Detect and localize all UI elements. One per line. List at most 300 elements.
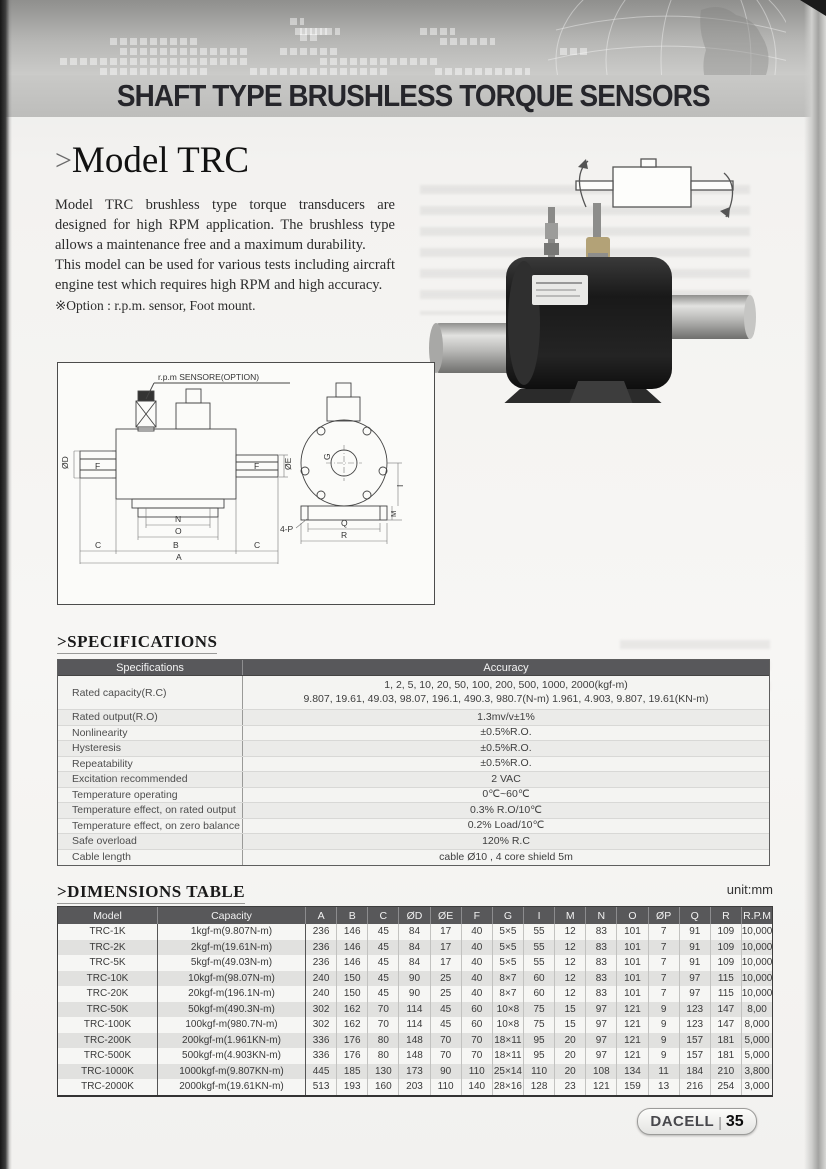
dimensions-heading: >DIMENSIONS TABLE bbox=[57, 882, 245, 904]
spec-table-rows bbox=[58, 676, 769, 865]
dim-table-row bbox=[58, 924, 772, 940]
spec-row bbox=[58, 788, 769, 804]
pixel-pattern bbox=[290, 18, 304, 25]
rpm-sensor-label: r.p.m SENSORE(OPTION) bbox=[158, 372, 260, 382]
dim-cell-value: 101 bbox=[617, 924, 648, 940]
dim-column-header: ØD bbox=[399, 907, 430, 924]
brand-name: DACELL bbox=[650, 1113, 715, 1130]
pixel-pattern bbox=[435, 68, 530, 75]
dim-column-header: A bbox=[306, 907, 337, 924]
dim-table-header bbox=[58, 907, 772, 924]
dim-cell-value: 7 bbox=[649, 955, 680, 971]
specifications-heading: >SPECIFICATIONS bbox=[57, 632, 217, 654]
pixel-pattern bbox=[420, 28, 455, 35]
dim-cell-value: 18×11 bbox=[493, 1048, 524, 1064]
dim-column-header: M bbox=[555, 907, 586, 924]
dim-cell-value: 210 bbox=[711, 1064, 742, 1080]
dim-cell-value: 101 bbox=[617, 986, 648, 1002]
spec-row-value: ±0.5%R.O. bbox=[480, 741, 532, 754]
dim-cell-value: 40 bbox=[462, 924, 493, 940]
spec-row-value: 1, 2, 5, 10, 20, 50, 100, 200, 500, 1000, 2000(kgf-m) 9.807, 19.61, 49.03, 98.07, 196.1, 490.3, 980.7(N-m) 1.961, 4.903, 9.807, 19.61(KN-m) bbox=[303, 679, 709, 705]
dim-cell-value: 3,000 bbox=[744, 1081, 770, 1093]
dim-cell-value: 109 bbox=[711, 940, 742, 956]
dim-cell-value: 45 bbox=[368, 986, 399, 1002]
dim-cell-value: 148 bbox=[399, 1048, 430, 1064]
dim-column-header: Q bbox=[680, 907, 711, 924]
dim-cell-value: 12 bbox=[555, 955, 586, 971]
dim-cell-capacity: 10kgf-m(98.07N-m) bbox=[158, 971, 306, 987]
pixel-pattern bbox=[100, 68, 210, 75]
dim-cell-value: 121 bbox=[617, 1048, 648, 1064]
dim-cell-value: 302 bbox=[306, 1017, 337, 1033]
dim-cell-value: 181 bbox=[711, 1048, 742, 1064]
dim-cell-value: 83 bbox=[586, 955, 617, 971]
dim-cell-value: 9 bbox=[649, 1048, 680, 1064]
dim-label-b: B bbox=[173, 540, 179, 550]
dim-cell-value: 254 bbox=[711, 1079, 742, 1095]
dim-cell-value: 9 bbox=[649, 1033, 680, 1049]
dim-cell-capacity: 20kgf-m(196.1N-m) bbox=[158, 986, 306, 1002]
dim-cell-value: 121 bbox=[617, 1002, 648, 1018]
dim-column-header: B bbox=[337, 907, 368, 924]
dim-cell-value: 60 bbox=[462, 1002, 493, 1018]
dim-cell-value: 121 bbox=[617, 1033, 648, 1049]
dim-column-header: N bbox=[586, 907, 617, 924]
dim-table-row bbox=[58, 1017, 772, 1033]
pixel-pattern bbox=[320, 58, 440, 65]
dim-label-c-left: C bbox=[95, 540, 102, 550]
pixel-pattern bbox=[300, 34, 320, 41]
dim-cell-value: 160 bbox=[368, 1079, 399, 1095]
dim-cell-value: 12 bbox=[555, 924, 586, 940]
spec-row-label: Repeatability bbox=[58, 757, 243, 772]
dim-cell-value: 45 bbox=[368, 971, 399, 987]
dim-cell-value: 123 bbox=[680, 1017, 711, 1033]
dim-cell-value: 90 bbox=[399, 986, 430, 1002]
dim-cell-value: 75 bbox=[524, 1002, 555, 1018]
dim-cell-value: 97 bbox=[680, 971, 711, 987]
dim-cell-value: 15 bbox=[555, 1017, 586, 1033]
dim-cell-value: 110 bbox=[431, 1079, 462, 1095]
dim-cell-value: 240 bbox=[306, 971, 337, 987]
dim-column-header: R bbox=[711, 907, 742, 924]
dim-label-o: O bbox=[175, 526, 182, 536]
spec-row-label: Temperature effect, on rated output bbox=[58, 803, 243, 818]
dim-cell-value: 80 bbox=[368, 1033, 399, 1049]
dim-cell-value: 513 bbox=[306, 1079, 337, 1095]
spec-row-value: 1.3mv/v±1% bbox=[477, 710, 535, 723]
dim-cell-value: 97 bbox=[586, 1048, 617, 1064]
dim-label-f-left: F bbox=[95, 461, 101, 471]
scan-edge-right bbox=[804, 0, 826, 1169]
dim-cell-value: 157 bbox=[680, 1033, 711, 1049]
dim-table-row bbox=[58, 1048, 772, 1064]
dim-cell-value: 55 bbox=[524, 924, 555, 940]
spec-row-label: Rated capacity(R.C) bbox=[58, 676, 243, 709]
dim-table-row bbox=[58, 1079, 772, 1095]
spec-row-value: ±0.5%R.O. bbox=[480, 757, 532, 769]
dim-cell-value: 123 bbox=[680, 1002, 711, 1018]
spec-row-label: Excitation recommended bbox=[58, 772, 243, 787]
dim-cell-value: 302 bbox=[306, 1002, 337, 1018]
dim-cell-value: 8,000 bbox=[744, 1019, 770, 1031]
dim-cell-capacity: 1kgf-m(9.807N-m) bbox=[158, 924, 306, 940]
dim-cell-value: 40 bbox=[462, 940, 493, 956]
dim-cell-value: 9 bbox=[649, 1002, 680, 1018]
dim-label-g: G bbox=[322, 453, 332, 460]
dim-cell-value: 157 bbox=[680, 1048, 711, 1064]
model-name: Model TRC bbox=[71, 140, 250, 181]
dim-cell-value: 9 bbox=[649, 1017, 680, 1033]
dim-cell-value: 97 bbox=[680, 986, 711, 1002]
intro-paragraph-2: This model can be used for various tests including aircraft engine test which requires high RPM and high accuracy. bbox=[55, 256, 395, 293]
dim-cell-value: 8,00 bbox=[747, 1003, 767, 1015]
dim-cell-capacity: 100kgf-m(980.7N-m) bbox=[158, 1017, 306, 1033]
pixel-pattern bbox=[110, 38, 200, 45]
spec-row-label: Safe overload bbox=[58, 834, 243, 849]
dim-label-4p: 4-P bbox=[280, 524, 294, 534]
dim-cell-value: 25 bbox=[431, 986, 462, 1002]
dim-cell-value: 20 bbox=[555, 1033, 586, 1049]
spec-row bbox=[58, 710, 769, 726]
model-heading bbox=[55, 142, 395, 181]
dim-table-row bbox=[58, 971, 772, 987]
dim-label-m: M bbox=[389, 510, 398, 517]
top-decorative-band bbox=[0, 0, 826, 75]
dim-cell-model: TRC-200K bbox=[58, 1033, 158, 1049]
heading-marker: > bbox=[55, 144, 72, 177]
spec-row bbox=[58, 819, 769, 835]
dim-label-r: R bbox=[341, 530, 348, 540]
dim-label-oe: ØE bbox=[283, 457, 293, 470]
spec-table-header bbox=[58, 660, 769, 676]
dim-cell-value: 83 bbox=[586, 986, 617, 1002]
dim-cell-value: 15 bbox=[555, 1002, 586, 1018]
dim-cell-value: 97 bbox=[586, 1033, 617, 1049]
dim-cell-value: 12 bbox=[555, 986, 586, 1002]
dim-cell-value: 12 bbox=[555, 971, 586, 987]
dim-cell-value: 70 bbox=[462, 1048, 493, 1064]
dim-cell-model: TRC-1K bbox=[58, 924, 158, 940]
dim-cell-value: 8×7 bbox=[493, 971, 524, 987]
spec-row bbox=[58, 850, 769, 866]
dim-cell-value: 23 bbox=[555, 1079, 586, 1095]
dim-cell-value: 10,000 bbox=[741, 957, 773, 969]
dim-cell-value: 10,000 bbox=[741, 926, 773, 938]
dim-cell-value: 115 bbox=[711, 986, 742, 1002]
page-title: SHAFT TYPE BRUSHLESS TORQUE SENSORS bbox=[116, 78, 710, 113]
dim-cell-value: 236 bbox=[306, 940, 337, 956]
dimension-drawing-box bbox=[57, 362, 435, 605]
dim-cell-value: 55 bbox=[524, 955, 555, 971]
spec-row bbox=[58, 834, 769, 850]
dim-cell-model: TRC-1000K bbox=[58, 1064, 158, 1080]
dim-column-header: R.P.M bbox=[743, 909, 771, 922]
dim-cell-value: 84 bbox=[399, 924, 430, 940]
dim-column-header: Capacity bbox=[158, 907, 306, 924]
dim-cell-value: 17 bbox=[431, 924, 462, 940]
dim-cell-value: 181 bbox=[711, 1033, 742, 1049]
dim-cell-value: 5×5 bbox=[493, 924, 524, 940]
option-note: ※Option : r.p.m. sensor, Foot mount. bbox=[55, 297, 256, 313]
dim-cell-value: 60 bbox=[524, 986, 555, 1002]
dim-cell-value: 150 bbox=[337, 986, 368, 1002]
dim-cell-value: 40 bbox=[462, 955, 493, 971]
spec-row bbox=[58, 676, 769, 710]
dim-cell-value: 121 bbox=[586, 1079, 617, 1095]
dim-cell-value: 7 bbox=[649, 986, 680, 1002]
dim-cell-value: 162 bbox=[337, 1017, 368, 1033]
dim-cell-value: 91 bbox=[680, 955, 711, 971]
pixel-pattern bbox=[120, 48, 250, 55]
dim-cell-value: 114 bbox=[399, 1002, 430, 1018]
dim-cell-value: 101 bbox=[617, 955, 648, 971]
dim-cell-value: 7 bbox=[649, 971, 680, 987]
dimensions-section bbox=[57, 882, 773, 1097]
dim-cell-value: 115 bbox=[711, 971, 742, 987]
dim-label-od: ØD bbox=[60, 456, 70, 469]
dim-label-i: I bbox=[395, 484, 405, 487]
dim-cell-value: 18×11 bbox=[493, 1033, 524, 1049]
dim-cell-value: 130 bbox=[368, 1064, 399, 1080]
dim-column-header: F bbox=[462, 907, 493, 924]
dim-cell-value: 146 bbox=[337, 940, 368, 956]
dim-cell-model: TRC-20K bbox=[58, 986, 158, 1002]
dim-cell-capacity: 200kgf-m(1.961KN-m) bbox=[158, 1033, 306, 1049]
spec-row-value: cable Ø10 , 4 core shield 5m bbox=[439, 850, 573, 863]
spec-row-label: Cable length bbox=[58, 850, 243, 866]
dim-cell-value: 84 bbox=[399, 955, 430, 971]
dim-cell-value: 70 bbox=[431, 1048, 462, 1064]
spec-row-label: Hysteresis bbox=[58, 741, 243, 756]
dim-cell-value: 80 bbox=[368, 1048, 399, 1064]
dim-table-row bbox=[58, 986, 772, 1002]
dim-cell-value: 185 bbox=[337, 1064, 368, 1080]
dim-cell-capacity: 5kgf-m(49.03N-m) bbox=[158, 955, 306, 971]
dim-cell-model: TRC-500K bbox=[58, 1048, 158, 1064]
dim-label-n: N bbox=[175, 514, 182, 524]
dim-table-row bbox=[58, 1064, 772, 1080]
dim-cell-value: 109 bbox=[711, 924, 742, 940]
dim-cell-value: 83 bbox=[586, 924, 617, 940]
dim-cell-value: 10×8 bbox=[493, 1002, 524, 1018]
spec-row-label: Temperature effect, on zero balance bbox=[58, 819, 243, 834]
dim-cell-value: 148 bbox=[399, 1033, 430, 1049]
dim-cell-value: 101 bbox=[617, 971, 648, 987]
dim-cell-value: 11 bbox=[649, 1064, 680, 1080]
dim-cell-value: 91 bbox=[680, 940, 711, 956]
dim-column-header: C bbox=[368, 907, 399, 924]
dim-cell-value: 146 bbox=[337, 924, 368, 940]
spec-row-value: 0.3% R.O/10℃ bbox=[470, 803, 542, 816]
dimensions-table bbox=[57, 906, 773, 1097]
dim-cell-model: TRC-2000K bbox=[58, 1079, 158, 1095]
dim-cell-value: 25 bbox=[431, 971, 462, 987]
dim-cell-value: 445 bbox=[306, 1064, 337, 1080]
dim-cell-value: 5,000 bbox=[744, 1034, 770, 1046]
spec-row bbox=[58, 726, 769, 742]
intro-section bbox=[55, 142, 395, 314]
dim-cell-value: 162 bbox=[337, 1002, 368, 1018]
pixel-pattern bbox=[295, 28, 340, 35]
dim-cell-value: 45 bbox=[431, 1002, 462, 1018]
pixel-pattern bbox=[60, 58, 250, 65]
pixel-pattern bbox=[250, 68, 390, 75]
dim-cell-value: 236 bbox=[306, 924, 337, 940]
dim-cell-value: 91 bbox=[680, 924, 711, 940]
dim-cell-value: 176 bbox=[337, 1033, 368, 1049]
dim-column-header: ØP bbox=[649, 907, 680, 924]
dim-cell-capacity: 2kgf-m(19.61N-m) bbox=[158, 940, 306, 956]
dim-cell-value: 20 bbox=[555, 1064, 586, 1080]
dim-column-header: O bbox=[617, 907, 648, 924]
specifications-section bbox=[57, 632, 770, 866]
dim-label-a: A bbox=[176, 552, 182, 562]
dim-cell-value: 101 bbox=[617, 940, 648, 956]
dim-cell-value: 84 bbox=[399, 940, 430, 956]
dim-table-row bbox=[58, 1002, 772, 1018]
dim-cell-value: 5,000 bbox=[744, 1050, 770, 1062]
spec-row-label: Nonlinearity bbox=[58, 726, 243, 741]
dim-cell-value: 110 bbox=[462, 1064, 493, 1080]
dim-cell-value: 240 bbox=[306, 986, 337, 1002]
globe-graphic bbox=[526, 0, 786, 75]
dim-cell-value: 95 bbox=[524, 1033, 555, 1049]
dim-cell-value: 114 bbox=[399, 1017, 430, 1033]
dim-cell-value: 90 bbox=[431, 1064, 462, 1080]
dim-column-header: G bbox=[493, 907, 524, 924]
dim-cell-value: 40 bbox=[462, 971, 493, 987]
dim-cell-capacity: 2000kgf-m(19.61KN-m) bbox=[158, 1079, 306, 1095]
dim-cell-value: 173 bbox=[399, 1064, 430, 1080]
dim-cell-value: 110 bbox=[524, 1064, 555, 1080]
dim-cell-value: 216 bbox=[680, 1079, 711, 1095]
footer-logo bbox=[637, 1108, 757, 1135]
dim-cell-value: 83 bbox=[586, 940, 617, 956]
spec-header-accuracy: Accuracy bbox=[483, 661, 529, 674]
spec-header-specifications: Specifications bbox=[58, 660, 243, 675]
dim-cell-value: 336 bbox=[306, 1033, 337, 1049]
intro-paragraph-1: Model TRC brushless type torque transducers are designed for high RPM application. The brushless type allows a maintenance free and a maximum durability. bbox=[55, 196, 395, 253]
page-title-bar bbox=[0, 75, 826, 117]
product-photo bbox=[428, 145, 763, 403]
dim-cell-value: 45 bbox=[431, 1017, 462, 1033]
dim-cell-value: 83 bbox=[586, 971, 617, 987]
spec-row bbox=[58, 803, 769, 819]
dim-cell-value: 121 bbox=[617, 1017, 648, 1033]
dim-cell-value: 20 bbox=[555, 1048, 586, 1064]
dim-cell-value: 150 bbox=[337, 971, 368, 987]
dim-cell-value: 90 bbox=[399, 971, 430, 987]
dim-cell-value: 10×8 bbox=[493, 1017, 524, 1033]
dim-label-q: Q bbox=[341, 518, 348, 528]
dim-cell-value: 108 bbox=[586, 1064, 617, 1080]
spec-row-value: ±0.5%R.O. bbox=[480, 726, 532, 738]
dim-cell-value: 134 bbox=[617, 1064, 648, 1080]
dim-table-row bbox=[58, 940, 772, 956]
dim-cell-value: 147 bbox=[711, 1017, 742, 1033]
dim-cell-capacity: 50kgf-m(490.3N-m) bbox=[158, 1002, 306, 1018]
dim-cell-value: 8×7 bbox=[493, 986, 524, 1002]
spec-row-value: 2 VAC bbox=[491, 772, 521, 785]
footer-separator: | bbox=[718, 1113, 722, 1130]
page-number: 35 bbox=[725, 1112, 744, 1130]
pixel-pattern bbox=[440, 38, 495, 45]
dim-cell-value: 45 bbox=[368, 955, 399, 971]
dim-cell-value: 184 bbox=[680, 1064, 711, 1080]
dim-cell-value: 147 bbox=[711, 1002, 742, 1018]
dim-column-header: I bbox=[524, 907, 555, 924]
dim-label-c-right: C bbox=[254, 540, 261, 550]
dim-cell-value: 40 bbox=[462, 986, 493, 1002]
dim-column-header: ØE bbox=[431, 907, 462, 924]
dim-cell-value: 159 bbox=[617, 1079, 648, 1095]
dim-label-f-right: F bbox=[254, 461, 260, 471]
sensor-body bbox=[429, 203, 756, 403]
dim-cell-model: TRC-100K bbox=[58, 1017, 158, 1033]
dim-cell-value: 128 bbox=[524, 1079, 555, 1095]
dim-cell-value: 176 bbox=[337, 1048, 368, 1064]
dim-cell-value: 203 bbox=[399, 1079, 430, 1095]
dim-cell-value: 97 bbox=[586, 1002, 617, 1018]
dim-cell-value: 193 bbox=[337, 1079, 368, 1095]
dim-cell-value: 60 bbox=[524, 971, 555, 987]
dim-cell-value: 10,000 bbox=[741, 988, 773, 1000]
dim-cell-model: TRC-5K bbox=[58, 955, 158, 971]
spec-row-value: 120% R.C bbox=[482, 834, 530, 847]
dim-cell-value: 60 bbox=[462, 1017, 493, 1033]
dim-cell-value: 28×16 bbox=[493, 1079, 524, 1095]
dim-cell-value: 17 bbox=[431, 940, 462, 956]
spec-row bbox=[58, 757, 769, 773]
dim-cell-value: 5×5 bbox=[493, 955, 524, 971]
dim-cell-value: 336 bbox=[306, 1048, 337, 1064]
dim-cell-model: TRC-10K bbox=[58, 971, 158, 987]
spec-row-label: Rated output(R.O) bbox=[58, 710, 243, 725]
dim-cell-value: 5×5 bbox=[493, 940, 524, 956]
dimension-drawing bbox=[58, 363, 434, 604]
pixel-pattern bbox=[280, 48, 340, 55]
dim-cell-capacity: 1000kgf-m(9.807KN-m) bbox=[158, 1064, 306, 1080]
dim-cell-value: 95 bbox=[524, 1048, 555, 1064]
dim-cell-value: 109 bbox=[711, 955, 742, 971]
dim-cell-value: 236 bbox=[306, 955, 337, 971]
scan-corner bbox=[800, 0, 826, 16]
dim-cell-model: TRC-2K bbox=[58, 940, 158, 956]
dim-cell-value: 70 bbox=[368, 1002, 399, 1018]
dim-cell-value: 17 bbox=[431, 955, 462, 971]
dim-table-rows bbox=[58, 924, 772, 1095]
dim-cell-capacity: 500kgf-m(4.903KN-m) bbox=[158, 1048, 306, 1064]
dim-cell-value: 75 bbox=[524, 1017, 555, 1033]
dim-cell-model: TRC-50K bbox=[58, 1002, 158, 1018]
dim-cell-value: 12 bbox=[555, 940, 586, 956]
dim-cell-value: 70 bbox=[368, 1017, 399, 1033]
dim-cell-value: 7 bbox=[649, 940, 680, 956]
dim-cell-value: 7 bbox=[649, 924, 680, 940]
dim-column-header: Model bbox=[58, 907, 158, 924]
dim-cell-value: 70 bbox=[431, 1033, 462, 1049]
dim-cell-value: 97 bbox=[586, 1017, 617, 1033]
dim-table-row bbox=[58, 1033, 772, 1049]
dim-cell-value: 55 bbox=[524, 940, 555, 956]
dim-table-row bbox=[58, 955, 772, 971]
scan-edge-left bbox=[0, 0, 12, 1169]
spec-row-value: 0.2% Load/10℃ bbox=[467, 819, 545, 831]
unit-label: unit:mm bbox=[726, 882, 773, 897]
dim-cell-value: 3,800 bbox=[744, 1065, 770, 1077]
dim-cell-value: 140 bbox=[462, 1079, 493, 1095]
